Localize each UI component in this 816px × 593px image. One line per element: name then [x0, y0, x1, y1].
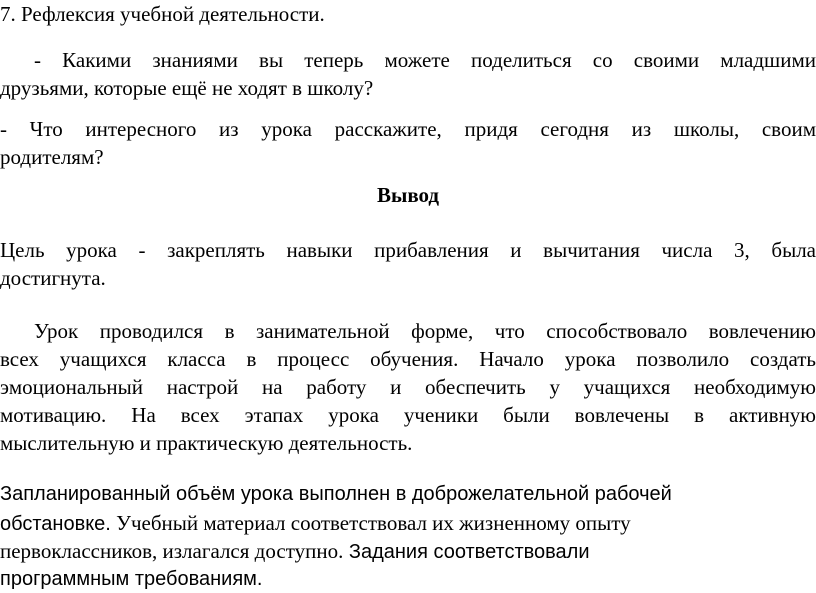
paragraph-2-line-2-serif: Учебный материал соответствовал их жизненному опыту — [110, 511, 631, 535]
paragraph-2-line-1 — [0, 480, 816, 508]
paragraph-2-line-2-sans: обстановке. — [0, 513, 111, 535]
paragraph-1-line-1: Урок проводился в занимательной форме, что способствовало вовлечению — [34, 319, 816, 343]
paragraph-2-line-3-serif: первоклассников, излагался доступно. — [0, 539, 344, 563]
question-2-line-2: родителям? — [0, 145, 104, 169]
paragraph-2-line-3-sans: Задания соответствовали — [343, 541, 590, 563]
question-2-line-1: - Что интересного из урока расскажите, придя сегодня из школы, своим — [0, 117, 816, 141]
paragraph-1-line-3: эмоциональный настрой на работу и обеспечить у учащихся необходимую — [0, 375, 816, 399]
question-1-line-1: - Какими знаниями вы теперь можете поделиться со своими младшими — [34, 48, 816, 72]
goal-line-1: Цель урока - закреплять навыки прибавления и вычитания числа 3, была — [0, 238, 816, 262]
goal-line-2: достигнута. — [0, 266, 106, 290]
conclusion-heading: Вывод — [376, 183, 440, 207]
paragraph-2-line-2 — [0, 509, 816, 538]
paragraph-2-line-4-text: программным требованиям. — [0, 568, 263, 590]
paragraph-1-line-4: мотивацию. На всех этапах урока ученики были вовлечены в активную — [0, 403, 816, 427]
paragraph-2-line-3 — [0, 537, 816, 566]
question-1-line-2: друзьями, которые ещё не ходят в школу? — [0, 76, 374, 100]
section-title: 7. Рефлексия учебной деятельности. — [0, 2, 325, 26]
paragraph-1-line-5: мыслительную и практическую деятельность. — [0, 431, 413, 455]
paragraph-2-line-1-text: Запланированный объём урока выполнен в доброжелательной рабочей — [0, 483, 672, 505]
paragraph-2-line-4 — [0, 565, 816, 593]
paragraph-1-line-2: всех учащихся класса в процесс обучения. Начало урока позволило создать — [0, 347, 816, 371]
